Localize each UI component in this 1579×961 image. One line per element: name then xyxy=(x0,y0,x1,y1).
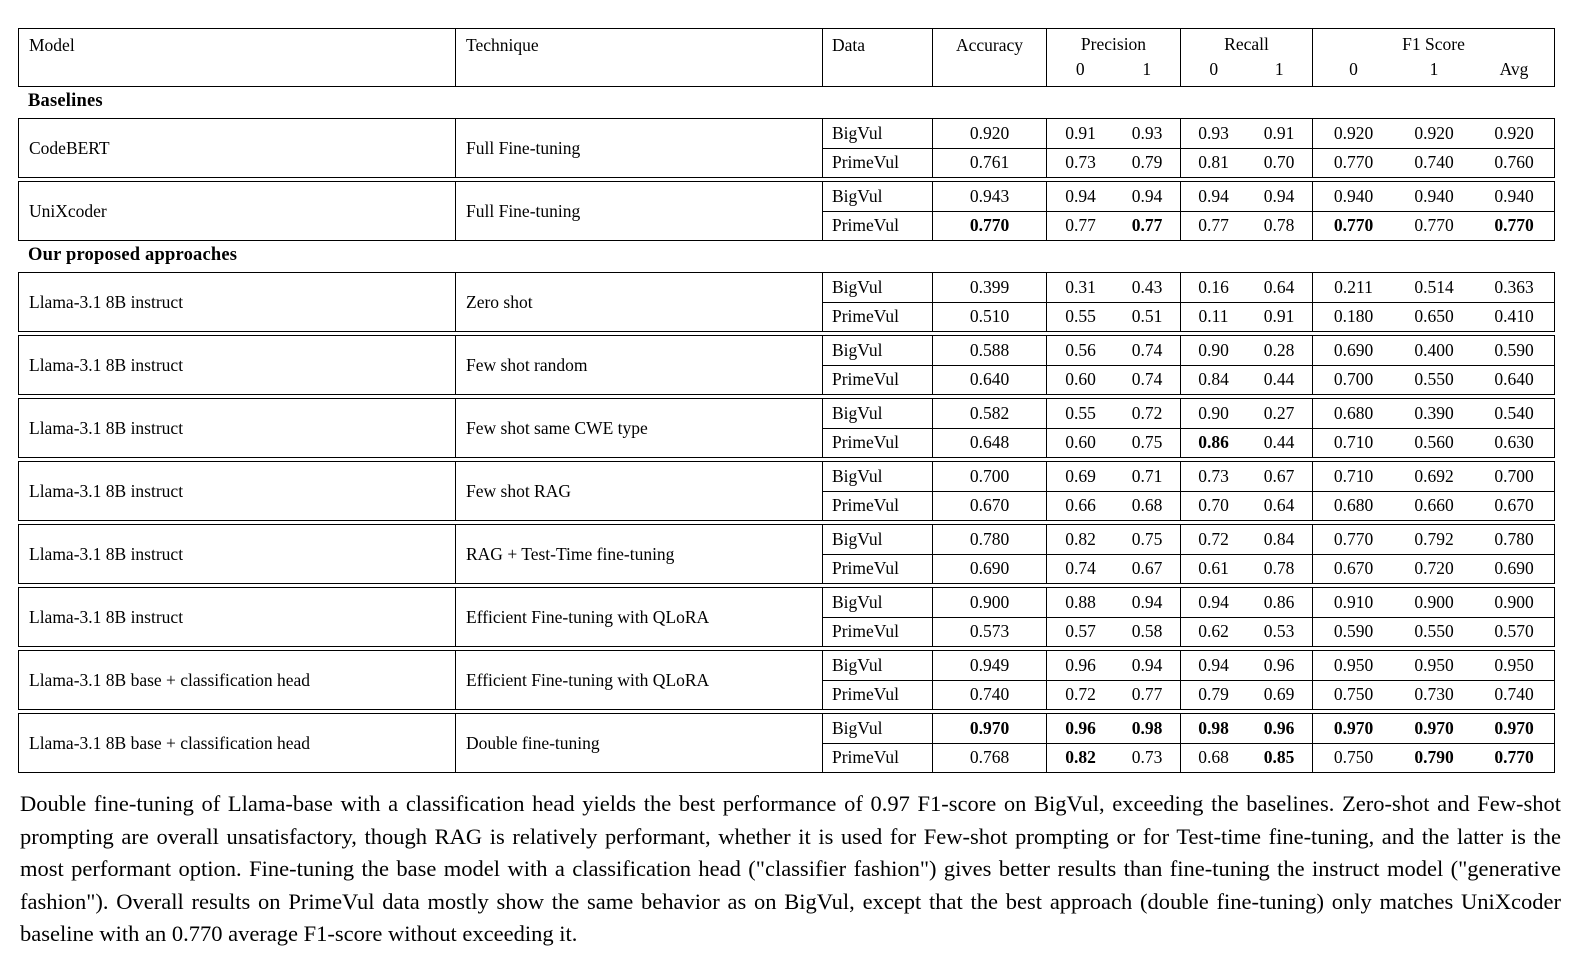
metrics-area xyxy=(823,399,1554,457)
precision-1-cell: 0.75 xyxy=(1114,525,1181,554)
precision-0-cell: 0.60 xyxy=(1065,432,1096,453)
f1-1-cell: 0.920 xyxy=(1414,122,1454,143)
precision-1-cell: 0.74 xyxy=(1114,366,1181,395)
f1-avg-cell: 0.670 xyxy=(1494,495,1534,516)
dataset-cell: BigVul xyxy=(823,462,933,491)
precision-0-cell: 0.96 xyxy=(1065,717,1096,738)
dataset-cell: PrimeVul xyxy=(823,492,933,521)
f1-avg-cell: 0.700 xyxy=(1494,465,1534,486)
precision-1-cell: 0.77 xyxy=(1114,212,1181,241)
f1-avg-cell: 0.640 xyxy=(1494,369,1534,390)
recall-1-cell: 0.96 xyxy=(1246,714,1313,743)
dataset-subrow xyxy=(823,651,1554,680)
metrics-area xyxy=(823,588,1554,646)
column-header-precision: Precision xyxy=(1080,34,1147,55)
section-title: Our proposed approaches xyxy=(28,245,238,265)
f1-avg-cell: 0.540 xyxy=(1494,402,1534,423)
metrics-area xyxy=(823,714,1554,772)
recall-1-cell: 0.94 xyxy=(1246,182,1313,211)
f1-1-cell: 0.740 xyxy=(1414,152,1454,173)
f1-1-cell: 0.900 xyxy=(1414,591,1454,612)
recall-0-cell: 0.73 xyxy=(1198,465,1229,486)
column-header-precision-1: 1 xyxy=(1142,58,1152,79)
dataset-cell: BigVul xyxy=(823,525,933,554)
accuracy-cell: 0.588 xyxy=(933,336,1047,365)
recall-1-cell: 0.86 xyxy=(1246,588,1313,617)
model-cell: Llama-3.1 8B base + classification head xyxy=(19,651,456,709)
dataset-cell: PrimeVul xyxy=(823,303,933,332)
dataset-subrow xyxy=(823,273,1554,302)
recall-1-cell: 0.91 xyxy=(1246,119,1313,148)
recall-1-cell: 0.78 xyxy=(1246,555,1313,584)
technique-cell: Few shot RAG xyxy=(456,462,823,520)
model-cell: UniXcoder xyxy=(19,182,456,240)
precision-0-cell: 0.31 xyxy=(1065,276,1096,297)
model-group-row xyxy=(18,461,1555,521)
section-title: Baselines xyxy=(28,91,103,111)
f1-0-cell: 0.770 xyxy=(1333,528,1374,549)
precision-0-cell: 0.96 xyxy=(1065,654,1096,675)
recall-0-cell: 0.81 xyxy=(1198,152,1229,173)
precision-0-cell: 0.66 xyxy=(1065,495,1096,516)
model-cell: Llama-3.1 8B instruct xyxy=(19,462,456,520)
f1-avg-cell: 0.970 xyxy=(1494,717,1534,738)
column-group-recall xyxy=(1181,29,1313,86)
table-caption: Double fine-tuning of Llama-base with a classification head yields the best performance of 0.97 F1-score on BigVul, exceeding the baselines. Zero-shot and Few-shot prompting are overall unsatisfactory, though RAG is relatively performant, whether it is used for Few-shot prompting or for Test-time fine-tuning, and the latter is the most performant option. Fine-tuning the base model with a classification head ("classifier fashion") gives better results than fine-tuning the instruct model ("generative fashion"). Overall results on PrimeVul data mostly show the same behavior as on BigVul, except that the best approach (double fine-tuning) only matches UniXcoder baseline with an 0.770 average F1-score without exceeding it. xyxy=(20,791,1561,946)
precision-0-cell: 0.57 xyxy=(1065,621,1096,642)
column-header-recall: Recall xyxy=(1224,34,1269,55)
column-header-f1-score: F1 Score xyxy=(1402,34,1465,55)
accuracy-cell: 0.949 xyxy=(933,651,1047,680)
model-group-row xyxy=(18,118,1555,178)
model-group-row xyxy=(18,524,1555,584)
recall-0-cell: 0.90 xyxy=(1198,402,1229,423)
metrics-area xyxy=(823,462,1554,520)
recall-0-cell: 0.61 xyxy=(1198,558,1229,579)
accuracy-cell: 0.920 xyxy=(933,119,1047,148)
dataset-subrow xyxy=(823,148,1554,178)
model-cell: Llama-3.1 8B instruct xyxy=(19,399,456,457)
accuracy-cell: 0.761 xyxy=(933,149,1047,178)
results-table xyxy=(18,28,1555,773)
column-group-precision xyxy=(1047,29,1181,86)
f1-avg-cell: 0.363 xyxy=(1494,276,1534,297)
technique-cell: Full Fine-tuning xyxy=(456,119,823,177)
model-group-row xyxy=(18,587,1555,647)
model-group-row xyxy=(18,335,1555,395)
dataset-subrow xyxy=(823,399,1554,428)
f1-1-cell: 0.390 xyxy=(1414,402,1454,423)
f1-1-cell: 0.792 xyxy=(1414,528,1454,549)
f1-1-cell: 0.790 xyxy=(1414,747,1454,768)
recall-1-cell: 0.84 xyxy=(1246,525,1313,554)
dataset-cell: PrimeVul xyxy=(823,212,933,241)
f1-avg-cell: 0.410 xyxy=(1494,306,1534,327)
precision-1-cell: 0.75 xyxy=(1114,429,1181,458)
f1-0-cell: 0.211 xyxy=(1334,276,1373,297)
f1-avg-cell: 0.950 xyxy=(1494,654,1534,675)
recall-0-cell: 0.62 xyxy=(1198,621,1229,642)
recall-0-cell: 0.98 xyxy=(1198,717,1229,738)
column-header-f1-avg: Avg xyxy=(1499,58,1529,79)
model-cell: Llama-3.1 8B instruct xyxy=(19,525,456,583)
recall-0-cell: 0.70 xyxy=(1198,495,1229,516)
f1-avg-cell: 0.760 xyxy=(1494,152,1534,173)
dataset-subrow xyxy=(823,554,1554,584)
dataset-subrow xyxy=(823,743,1554,773)
precision-1-cell: 0.94 xyxy=(1114,651,1181,680)
dataset-cell: PrimeVul xyxy=(823,149,933,178)
f1-1-cell: 0.950 xyxy=(1414,654,1454,675)
f1-avg-cell: 0.920 xyxy=(1494,122,1534,143)
recall-0-cell: 0.77 xyxy=(1198,215,1229,236)
accuracy-cell: 0.740 xyxy=(933,681,1047,710)
precision-1-cell: 0.68 xyxy=(1114,492,1181,521)
dataset-subrow xyxy=(823,365,1554,395)
accuracy-cell: 0.399 xyxy=(933,273,1047,302)
f1-avg-cell: 0.780 xyxy=(1494,528,1534,549)
model-group-row xyxy=(18,650,1555,710)
recall-0-cell: 0.68 xyxy=(1198,747,1229,768)
recall-0-cell: 0.94 xyxy=(1198,185,1229,206)
dataset-subrow xyxy=(823,680,1554,710)
recall-0-cell: 0.93 xyxy=(1198,122,1229,143)
column-header-recall-0: 0 xyxy=(1209,58,1219,79)
recall-1-cell: 0.85 xyxy=(1246,744,1313,773)
metrics-area xyxy=(823,336,1554,394)
f1-avg-cell: 0.690 xyxy=(1494,558,1534,579)
column-header-f1-1: 1 xyxy=(1429,58,1439,79)
f1-0-cell: 0.920 xyxy=(1333,122,1374,143)
f1-1-cell: 0.660 xyxy=(1414,495,1454,516)
dataset-cell: BigVul xyxy=(823,714,933,743)
accuracy-cell: 0.900 xyxy=(933,588,1047,617)
recall-0-cell: 0.79 xyxy=(1198,684,1229,705)
f1-0-cell: 0.700 xyxy=(1333,369,1374,390)
f1-avg-cell: 0.940 xyxy=(1494,185,1534,206)
metrics-area xyxy=(823,182,1554,240)
recall-1-cell: 0.27 xyxy=(1246,399,1313,428)
accuracy-cell: 0.510 xyxy=(933,303,1047,332)
column-header-accuracy: Accuracy xyxy=(933,29,1047,86)
recall-0-cell: 0.94 xyxy=(1198,591,1229,612)
f1-avg-cell: 0.590 xyxy=(1494,339,1534,360)
f1-1-cell: 0.550 xyxy=(1414,369,1454,390)
technique-cell: Zero shot xyxy=(456,273,823,331)
precision-0-cell: 0.74 xyxy=(1065,558,1096,579)
dataset-subrow xyxy=(823,588,1554,617)
precision-0-cell: 0.73 xyxy=(1065,152,1096,173)
f1-1-cell: 0.650 xyxy=(1414,306,1454,327)
dataset-subrow xyxy=(823,491,1554,521)
precision-1-cell: 0.94 xyxy=(1114,588,1181,617)
column-header-data: Data xyxy=(823,29,933,86)
model-cell: Llama-3.1 8B instruct xyxy=(19,588,456,646)
table-header-row xyxy=(18,28,1555,87)
precision-0-cell: 0.91 xyxy=(1065,122,1096,143)
f1-0-cell: 0.680 xyxy=(1333,495,1374,516)
precision-0-cell: 0.82 xyxy=(1065,747,1096,768)
precision-1-cell: 0.74 xyxy=(1114,336,1181,365)
recall-0-cell: 0.90 xyxy=(1198,339,1229,360)
f1-avg-cell: 0.770 xyxy=(1494,747,1534,768)
table-body xyxy=(18,87,1555,773)
technique-cell: Efficient Fine-tuning with QLoRA xyxy=(456,588,823,646)
f1-0-cell: 0.710 xyxy=(1333,432,1374,453)
precision-0-cell: 0.55 xyxy=(1065,306,1096,327)
recall-1-cell: 0.44 xyxy=(1246,429,1313,458)
precision-1-cell: 0.51 xyxy=(1114,303,1181,332)
column-header-model: Model xyxy=(19,29,456,86)
dataset-cell: BigVul xyxy=(823,336,933,365)
precision-1-cell: 0.98 xyxy=(1114,714,1181,743)
model-cell: Llama-3.1 8B instruct xyxy=(19,336,456,394)
dataset-cell: BigVul xyxy=(823,399,933,428)
recall-1-cell: 0.78 xyxy=(1246,212,1313,241)
column-header-technique: Technique xyxy=(456,29,823,86)
f1-avg-cell: 0.770 xyxy=(1494,215,1534,236)
recall-0-cell: 0.84 xyxy=(1198,369,1229,390)
f1-0-cell: 0.670 xyxy=(1333,558,1374,579)
dataset-cell: PrimeVul xyxy=(823,618,933,647)
model-group-row xyxy=(18,713,1555,773)
recall-1-cell: 0.70 xyxy=(1246,149,1313,178)
f1-0-cell: 0.680 xyxy=(1333,402,1374,423)
dataset-cell: BigVul xyxy=(823,651,933,680)
accuracy-cell: 0.690 xyxy=(933,555,1047,584)
dataset-cell: PrimeVul xyxy=(823,429,933,458)
precision-1-cell: 0.93 xyxy=(1114,119,1181,148)
f1-1-cell: 0.940 xyxy=(1414,185,1454,206)
f1-1-cell: 0.730 xyxy=(1414,684,1454,705)
accuracy-cell: 0.970 xyxy=(933,714,1047,743)
technique-cell: Double fine-tuning xyxy=(456,714,823,772)
dataset-cell: PrimeVul xyxy=(823,366,933,395)
dataset-subrow xyxy=(823,617,1554,647)
column-group-f1-score xyxy=(1313,29,1554,86)
metrics-area xyxy=(823,525,1554,583)
f1-0-cell: 0.940 xyxy=(1333,185,1374,206)
dataset-subrow xyxy=(823,336,1554,365)
accuracy-cell: 0.700 xyxy=(933,462,1047,491)
recall-0-cell: 0.72 xyxy=(1198,528,1229,549)
recall-1-cell: 0.96 xyxy=(1246,651,1313,680)
precision-0-cell: 0.72 xyxy=(1065,684,1096,705)
f1-0-cell: 0.710 xyxy=(1333,465,1374,486)
dataset-cell: PrimeVul xyxy=(823,744,933,773)
model-cell: Llama-3.1 8B instruct xyxy=(19,273,456,331)
technique-cell: Full Fine-tuning xyxy=(456,182,823,240)
dataset-cell: BigVul xyxy=(823,273,933,302)
f1-1-cell: 0.692 xyxy=(1414,465,1454,486)
f1-avg-cell: 0.900 xyxy=(1494,591,1534,612)
f1-0-cell: 0.180 xyxy=(1333,306,1374,327)
accuracy-cell: 0.582 xyxy=(933,399,1047,428)
dataset-subrow xyxy=(823,119,1554,148)
dataset-subrow xyxy=(823,182,1554,211)
recall-1-cell: 0.44 xyxy=(1246,366,1313,395)
f1-1-cell: 0.970 xyxy=(1414,717,1454,738)
recall-1-cell: 0.64 xyxy=(1246,492,1313,521)
model-group-row xyxy=(18,398,1555,458)
f1-1-cell: 0.400 xyxy=(1414,339,1454,360)
precision-0-cell: 0.77 xyxy=(1065,215,1096,236)
dataset-subrow xyxy=(823,462,1554,491)
accuracy-cell: 0.640 xyxy=(933,366,1047,395)
f1-1-cell: 0.560 xyxy=(1414,432,1454,453)
dataset-cell: BigVul xyxy=(823,119,933,148)
precision-1-cell: 0.71 xyxy=(1114,462,1181,491)
f1-avg-cell: 0.630 xyxy=(1494,432,1534,453)
dataset-subrow xyxy=(823,302,1554,332)
f1-0-cell: 0.950 xyxy=(1333,654,1374,675)
recall-0-cell: 0.16 xyxy=(1198,276,1229,297)
f1-0-cell: 0.590 xyxy=(1333,621,1374,642)
recall-1-cell: 0.28 xyxy=(1246,336,1313,365)
recall-1-cell: 0.91 xyxy=(1246,303,1313,332)
dataset-subrow xyxy=(823,714,1554,743)
precision-1-cell: 0.58 xyxy=(1114,618,1181,647)
accuracy-cell: 0.573 xyxy=(933,618,1047,647)
f1-avg-cell: 0.570 xyxy=(1494,621,1534,642)
dataset-cell: BigVul xyxy=(823,588,933,617)
precision-0-cell: 0.55 xyxy=(1065,402,1096,423)
metrics-area xyxy=(823,273,1554,331)
recall-0-cell: 0.86 xyxy=(1198,432,1229,453)
dataset-subrow xyxy=(823,428,1554,458)
precision-1-cell: 0.72 xyxy=(1114,399,1181,428)
f1-0-cell: 0.770 xyxy=(1333,215,1374,236)
precision-1-cell: 0.73 xyxy=(1114,744,1181,773)
technique-cell: Few shot random xyxy=(456,336,823,394)
precision-0-cell: 0.94 xyxy=(1065,185,1096,206)
f1-0-cell: 0.970 xyxy=(1333,717,1374,738)
precision-0-cell: 0.82 xyxy=(1065,528,1096,549)
metrics-area xyxy=(823,119,1554,177)
f1-0-cell: 0.910 xyxy=(1333,591,1374,612)
model-cell: Llama-3.1 8B base + classification head xyxy=(19,714,456,772)
dataset-subrow xyxy=(823,211,1554,241)
f1-1-cell: 0.720 xyxy=(1414,558,1454,579)
accuracy-cell: 0.670 xyxy=(933,492,1047,521)
dataset-cell: BigVul xyxy=(823,182,933,211)
precision-0-cell: 0.88 xyxy=(1065,591,1096,612)
model-group-row xyxy=(18,181,1555,241)
precision-1-cell: 0.67 xyxy=(1114,555,1181,584)
f1-0-cell: 0.750 xyxy=(1333,684,1374,705)
precision-0-cell: 0.56 xyxy=(1065,339,1096,360)
technique-cell: Efficient Fine-tuning with QLoRA xyxy=(456,651,823,709)
recall-1-cell: 0.69 xyxy=(1246,681,1313,710)
technique-cell: Few shot same CWE type xyxy=(456,399,823,457)
accuracy-cell: 0.768 xyxy=(933,744,1047,773)
f1-0-cell: 0.750 xyxy=(1333,747,1374,768)
metrics-area xyxy=(823,651,1554,709)
dataset-cell: PrimeVul xyxy=(823,555,933,584)
dataset-subrow xyxy=(823,525,1554,554)
f1-avg-cell: 0.740 xyxy=(1494,684,1534,705)
precision-0-cell: 0.60 xyxy=(1065,369,1096,390)
accuracy-cell: 0.780 xyxy=(933,525,1047,554)
precision-1-cell: 0.79 xyxy=(1114,149,1181,178)
column-header-recall-1: 1 xyxy=(1274,58,1284,79)
f1-1-cell: 0.770 xyxy=(1414,215,1454,236)
f1-0-cell: 0.690 xyxy=(1333,339,1374,360)
column-header-precision-0: 0 xyxy=(1075,58,1085,79)
precision-0-cell: 0.69 xyxy=(1065,465,1096,486)
f1-1-cell: 0.550 xyxy=(1414,621,1454,642)
f1-0-cell: 0.770 xyxy=(1333,152,1374,173)
recall-1-cell: 0.67 xyxy=(1246,462,1313,491)
accuracy-cell: 0.943 xyxy=(933,182,1047,211)
model-cell: CodeBERT xyxy=(19,119,456,177)
column-header-f1-0: 0 xyxy=(1349,58,1358,79)
dataset-cell: PrimeVul xyxy=(823,681,933,710)
accuracy-cell: 0.648 xyxy=(933,429,1047,458)
recall-1-cell: 0.53 xyxy=(1246,618,1313,647)
technique-cell: RAG + Test-Time fine-tuning xyxy=(456,525,823,583)
f1-1-cell: 0.514 xyxy=(1414,276,1454,297)
precision-1-cell: 0.43 xyxy=(1114,273,1181,302)
model-group-row xyxy=(18,272,1555,332)
recall-0-cell: 0.94 xyxy=(1198,654,1229,675)
precision-1-cell: 0.94 xyxy=(1114,182,1181,211)
recall-0-cell: 0.11 xyxy=(1198,306,1229,327)
accuracy-cell: 0.770 xyxy=(933,212,1047,241)
precision-1-cell: 0.77 xyxy=(1114,681,1181,710)
recall-1-cell: 0.64 xyxy=(1246,273,1313,302)
